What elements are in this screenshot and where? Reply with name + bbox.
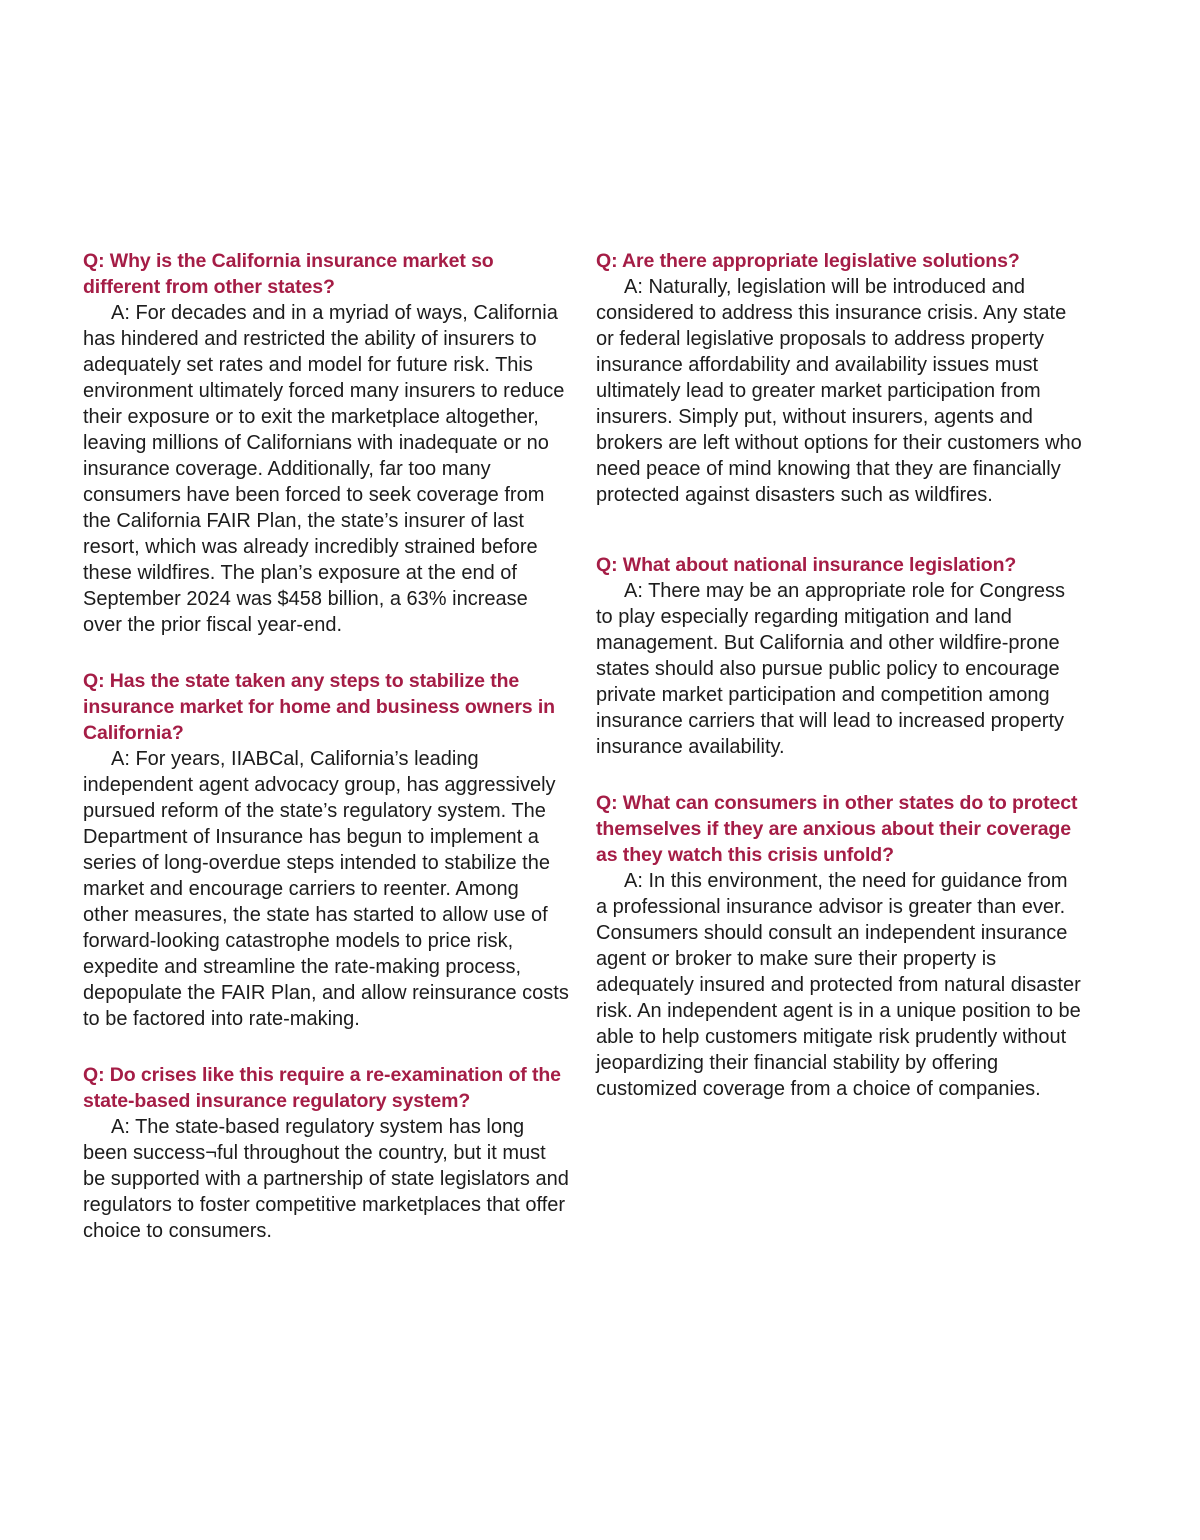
question-heading: Q: Do crises like this require a re-examination of the state-based insurance regulatory system? bbox=[83, 1064, 561, 1112]
answer-paragraph: A: For decades and in a myriad of ways, California has hindered and restricted the ability of insurers to adequately set rates and model for future risk. This environment ultimately forced many insurers to reduce their exposure or to exit the marketplace altogether, leaving millions of Californians with inadequate or no insurance coverage. Additionally, far too many consumers have been forced to seek coverage from the California FAIR Plan, the state’s insurer of last resort, which was already incredibly strained before these wildfires. The plan’s exposure at the end of September 2024 was $458 billion, a 63% increase over the prior fiscal year-end. bbox=[83, 302, 565, 636]
question-heading: Q: What about national insurance legislation? bbox=[596, 554, 1017, 576]
answer-paragraph: A: The state-based regulatory system has long been success¬ful throughout the country, but it must be supported with a partnership of state legislators and regulators to foster competitive marketplaces that offer choice to consumers. bbox=[83, 1116, 569, 1242]
answer-paragraph: A: Naturally, legislation will be introduced and considered to address this insurance crisis. Any state or federal legislative proposals to address property insurance affordability and availability issues must ultimately lead to greater market participation from insurers. Simply put, without insurers, agents and brokers are left without options for their customers who need peace of mind knowing that they are financially protected against disasters such as wildfires. bbox=[596, 276, 1082, 506]
question-heading: Q: What can consumers in other states do to protect themselves if they are anxious about their coverage as they watch this crisis unfold? bbox=[596, 792, 1078, 866]
qa-block-california-market bbox=[83, 248, 569, 638]
answer-paragraph: A: In this environment, the need for guidance from a professional insurance advisor is greater than ever. Consumers should consult an independent insurance agent or broker to make sure their property is adequately insured and protected from natural disaster risk. An independent agent is in a unique position to be able to help customers mitigate risk prudently without jeopardizing their financial stability by offering customized coverage from a choice of companies. bbox=[596, 870, 1081, 1100]
question-heading: Q: Has the state taken any steps to stabilize the insurance market for home and business owners in California? bbox=[83, 670, 555, 744]
question-heading: Q: Are there appropriate legislative solutions? bbox=[596, 250, 1020, 272]
answer-paragraph: A: For years, IIABCal, California’s leading independent agent advocacy group, has aggressively pursued reform of the state’s regulatory system. The Department of Insurance has begun to implement a series of long-overdue steps intended to stabilize the market and encourage carriers to reenter. Among other measures, the state has started to allow use of forward-looking catastrophe models to price risk, expedite and streamline the rate-making process, depopulate the FAIR Plan, and allow reinsurance costs to be factored into rate-making. bbox=[83, 748, 569, 1030]
qa-block-national-legislation bbox=[596, 552, 1082, 760]
qa-block-consumer-protection bbox=[596, 790, 1082, 1102]
qa-block-regulatory-system bbox=[83, 1062, 569, 1244]
question-heading: Q: Why is the California insurance market so different from other states? bbox=[83, 250, 494, 298]
left-column bbox=[83, 248, 569, 1244]
answer-paragraph: A: There may be an appropriate role for Congress to play especially regarding mitigation and land management. But California and other wildfire-prone states should also pursue public policy to encourage private market participation and competition among insurance carriers that will lead to increased property insurance availability. bbox=[596, 580, 1065, 758]
qa-block-state-steps bbox=[83, 668, 569, 1032]
right-column bbox=[596, 248, 1082, 1102]
qa-block-legislative-solutions bbox=[596, 248, 1082, 508]
